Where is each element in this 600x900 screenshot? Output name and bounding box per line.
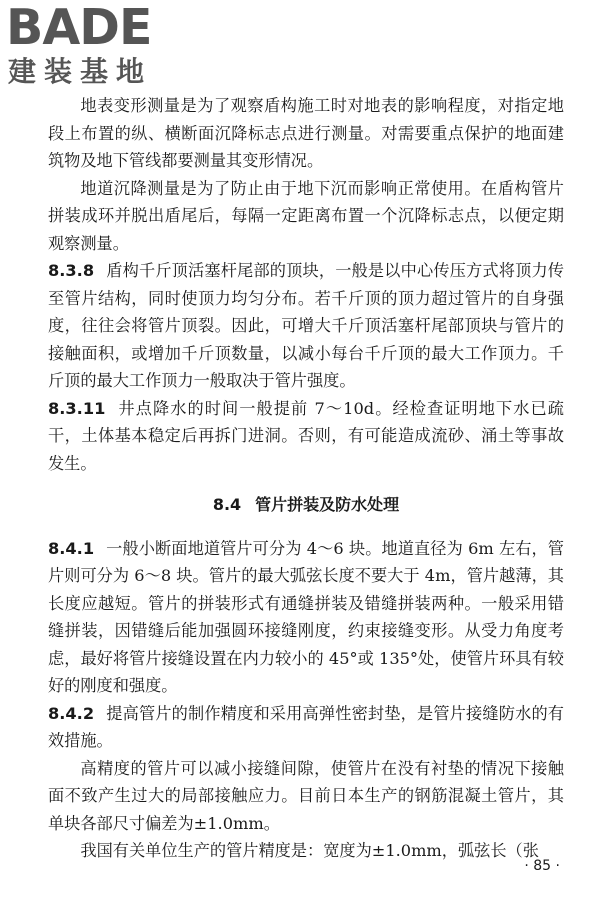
clause-text: 一般小断面地道管片可分为 4～6 块。地道直径为 6m 左右，管片则可分为 6～8 块。管片的最大弧弦长度不要大于 4m，管片越薄，其长度应越短。管片的拼装形式有通缝拼装及错缝拼装两种。一般采用错缝拼装，因错缝后能加强圆环接缝刚度，约束接缝变形。从受力角度考虑，最好将管片接缝设置在内力较小的 45°或 135°处，使管片环具有较好的刚度和强度。 — [48, 538, 564, 695]
paragraph-tunnel-settlement: 地道沉降测量是为了防止由于地下沉而影响正常使用。在盾构管片拼装成环并脱出盾尾后，每隔一定距离布置一个沉降标志点，以便定期观察测量。 — [48, 178, 564, 253]
paragraph-high-precision: 高精度的管片可以减小接缝间隙，使管片在没有衬垫的情况下接触面不致产生过大的局部接触应力。目前日本生产的钢筋混凝土管片，其单块各部尺寸偏差为±1.0mm。 — [48, 758, 564, 833]
paragraph-8-3-11 — [48, 395, 564, 478]
clause-number: 8.4.2 — [48, 703, 95, 723]
paragraph-8-4-2 — [48, 700, 564, 755]
paragraph-surface-deformation: 地表变形测量是为了观察盾构施工时对地表的影响程度，对指定地段上布置的纵、横断面沉降标志点进行测量。对需要重点保护的地面建筑物及地下管线都要测量其变形情况。 — [48, 96, 564, 170]
section-title: 管片拼装及防水处理 — [255, 495, 400, 514]
clause-text: 提高管片的制作精度和采用高弹性密封垫，是管片接缝防水的有效措施。 — [48, 703, 564, 750]
paragraph-8-4-1 — [48, 535, 564, 700]
clause-number: 8.4.1 — [48, 538, 95, 558]
clause-text: 盾构千斤顶活塞杆尾部的顶块，一般是以中心传压方式将顶力传至管片结构，同时使顶力均匀分布。若千斤顶的顶力超过管片的自身强度，往往会将管片顶裂。因此，可增大千斤顶活塞杆尾部顶块与管片的接触面积，或增加千斤顶数量，以减小每台千斤顶的最大工作顶力。千斤顶的最大工作顶力一般取决于管片强度。 — [48, 261, 564, 390]
clause-number: 8.3.8 — [48, 261, 95, 280]
page-number: · 85 · — [524, 858, 560, 874]
section-number: 8.4 — [212, 495, 242, 514]
paragraph-domestic-precision: 我国有关单位生产的管片精度是：宽度为±1.0mm，弧弦长（张 — [80, 841, 539, 860]
clause-text: 井点降水的时间一般提前 7～10d。经检查证明地下水已疏干，土体基本稳定后再拆门进洞。否则，有可能造成流砂、涌土等事故发生。 — [48, 398, 564, 473]
logo-text: BADE — [6, 0, 152, 56]
logo-subtitle: 建装基地 — [8, 55, 153, 88]
document-body — [48, 92, 564, 865]
logo — [6, 0, 176, 88]
section-heading — [48, 491, 564, 519]
paragraph-8-3-8 — [48, 257, 564, 395]
clause-number: 8.3.11 — [48, 398, 106, 418]
